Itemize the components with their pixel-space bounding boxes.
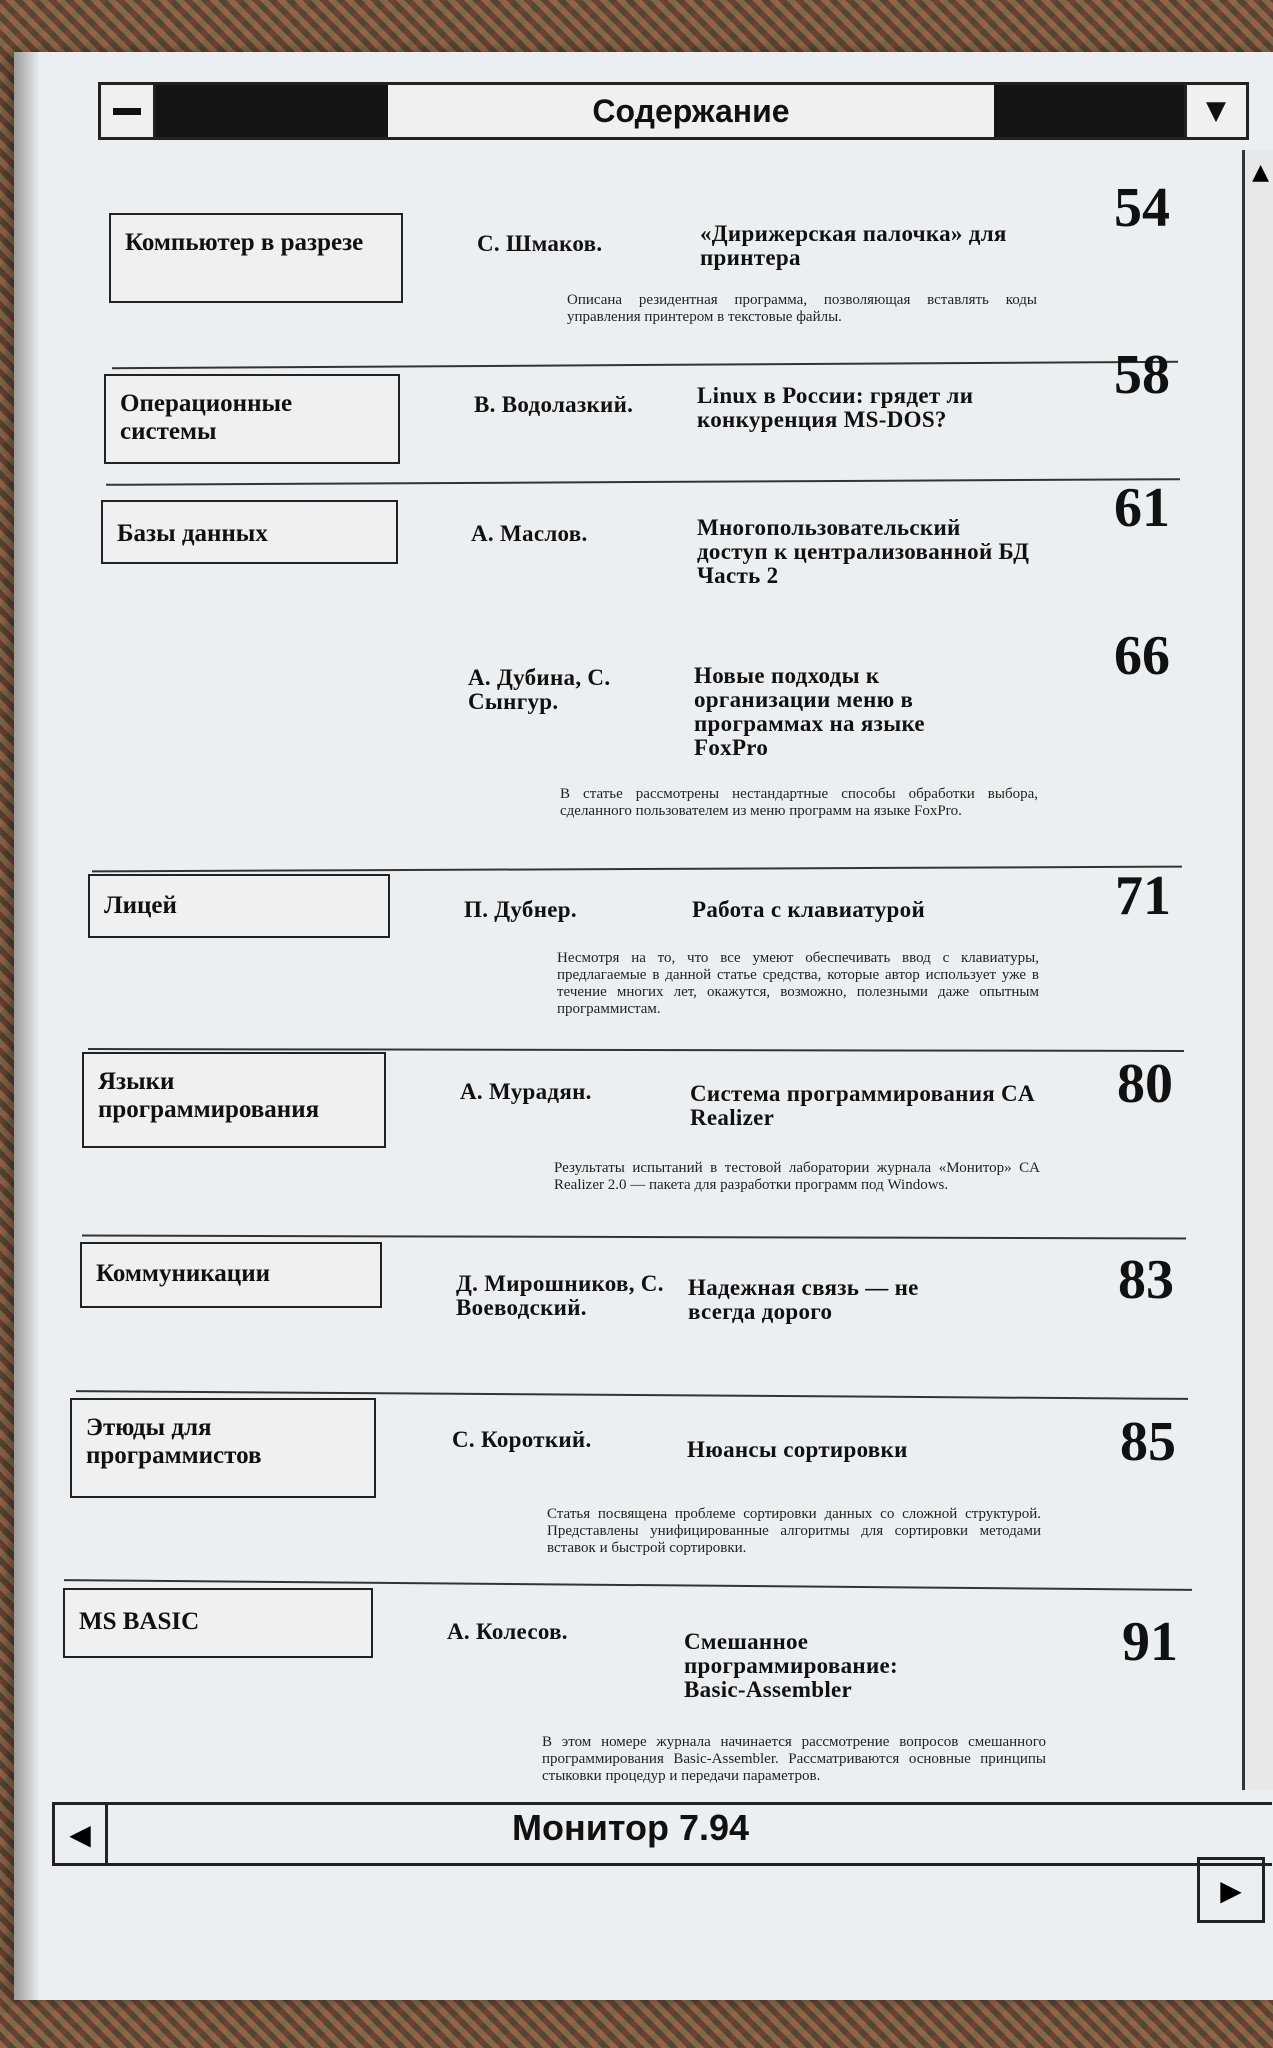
section-label: MS BASIC: [63, 1588, 373, 1658]
magazine-issue: Монитор 7.94: [512, 1807, 750, 1848]
section-label: Этюды для программистов: [70, 1398, 376, 1498]
article-description: Описана резидентная программа, позволяющая вставлять коды управления принтером в текстовые файлы.: [567, 292, 1037, 325]
section-label: Языки программирования: [82, 1052, 386, 1148]
minus-icon: [113, 108, 141, 115]
scrollbar[interactable]: [1242, 150, 1273, 1790]
close-button[interactable]: [101, 85, 156, 137]
triangle-right-icon[interactable]: ▶: [1197, 1857, 1265, 1923]
magazine-page: [14, 52, 1273, 2000]
article-title: Работа с клавиатурой: [692, 897, 926, 922]
page-title: Содержание: [592, 93, 790, 129]
author: С. Короткий.: [452, 1427, 592, 1452]
author: В. Водолазкий.: [474, 392, 634, 417]
triangle-left-icon[interactable]: ◀: [52, 1805, 108, 1863]
author: Д. Мирошников, С. Воеводский.: [456, 1271, 664, 1320]
article-description: Несмотря на то, что все умеют обеспечивать ввод с клавиатуры, предлагаемые в данной статье средства, которые автор использует уже в течение многих лет, окажутся, возможно, полезными даже опытным программистам.: [557, 950, 1039, 1017]
article-title: Linux в России: грядет ли конкуренция MS-DOS?: [697, 383, 974, 432]
article-title: Система программирования CA Realizer: [690, 1081, 1034, 1130]
article-title: Надежная связь — не всегда дорого: [688, 1275, 919, 1324]
section-label: Базы данных: [101, 500, 398, 564]
article-description: В этом номере журнала начинается рассмотрение вопросов смешанного программирования Basic-Assembler. Рассматриваются основные принципы стыковки процедур и передачи параметров.: [542, 1734, 1046, 1784]
article-title: Нюансы сортировки: [687, 1437, 908, 1462]
section-label: Коммуникации: [80, 1242, 382, 1308]
article-title: Новые подходы к организации меню в программах на языке FoxPro: [694, 663, 925, 760]
window-title-bar: [98, 82, 1249, 140]
triangle-down-icon[interactable]: ▼: [1184, 85, 1245, 137]
author: А. Мурадян.: [460, 1079, 592, 1104]
section-label: Компьютер в разрезе: [109, 213, 403, 303]
triangle-up-icon[interactable]: ▲: [1252, 160, 1269, 185]
article-description: Статья посвящена проблеме сортировки данных со сложной структурой. Представлены унифицированные алгоритмы для сортировки методами вставок и быстрой сортировки.: [547, 1506, 1041, 1556]
page-number: 61: [1114, 477, 1170, 539]
footer-bar: [52, 1802, 1272, 1907]
article-title: Смешанное программирование: Basic-Assembler: [684, 1629, 898, 1702]
page-number: 58: [1114, 344, 1170, 406]
page-number: 54: [1114, 177, 1170, 239]
page-number: 66: [1114, 625, 1170, 687]
page-number: 91: [1122, 1611, 1178, 1673]
article-description: В статье рассмотрены нестандартные способы обработки выбора, сделанного пользователем из меню программ на языке FoxPro.: [560, 786, 1038, 819]
article-description: Результаты испытаний в тестовой лаборатории журнала «Монитор» CA Realizer 2.0 — пакета для разработки программ под Windows.: [554, 1160, 1040, 1193]
page-number: 80: [1117, 1053, 1173, 1115]
page-number: 85: [1120, 1411, 1176, 1473]
article-title: «Дирижерская палочка» для принтера: [700, 221, 1007, 270]
page-number: 71: [1115, 865, 1171, 927]
author: А. Колесов.: [447, 1619, 568, 1644]
page-number: 83: [1118, 1249, 1174, 1311]
section-label: Лицей: [88, 874, 390, 938]
section-label: Операционные системы: [104, 374, 400, 464]
author: А. Дубина, С. Сынгур.: [468, 665, 611, 714]
author: П. Дубнер.: [464, 897, 577, 922]
author: А. Маслов.: [471, 521, 588, 546]
article-title: Многопользовательский доступ к централизованной БД Часть 2: [697, 515, 1030, 588]
author: С. Шмаков.: [477, 231, 603, 256]
